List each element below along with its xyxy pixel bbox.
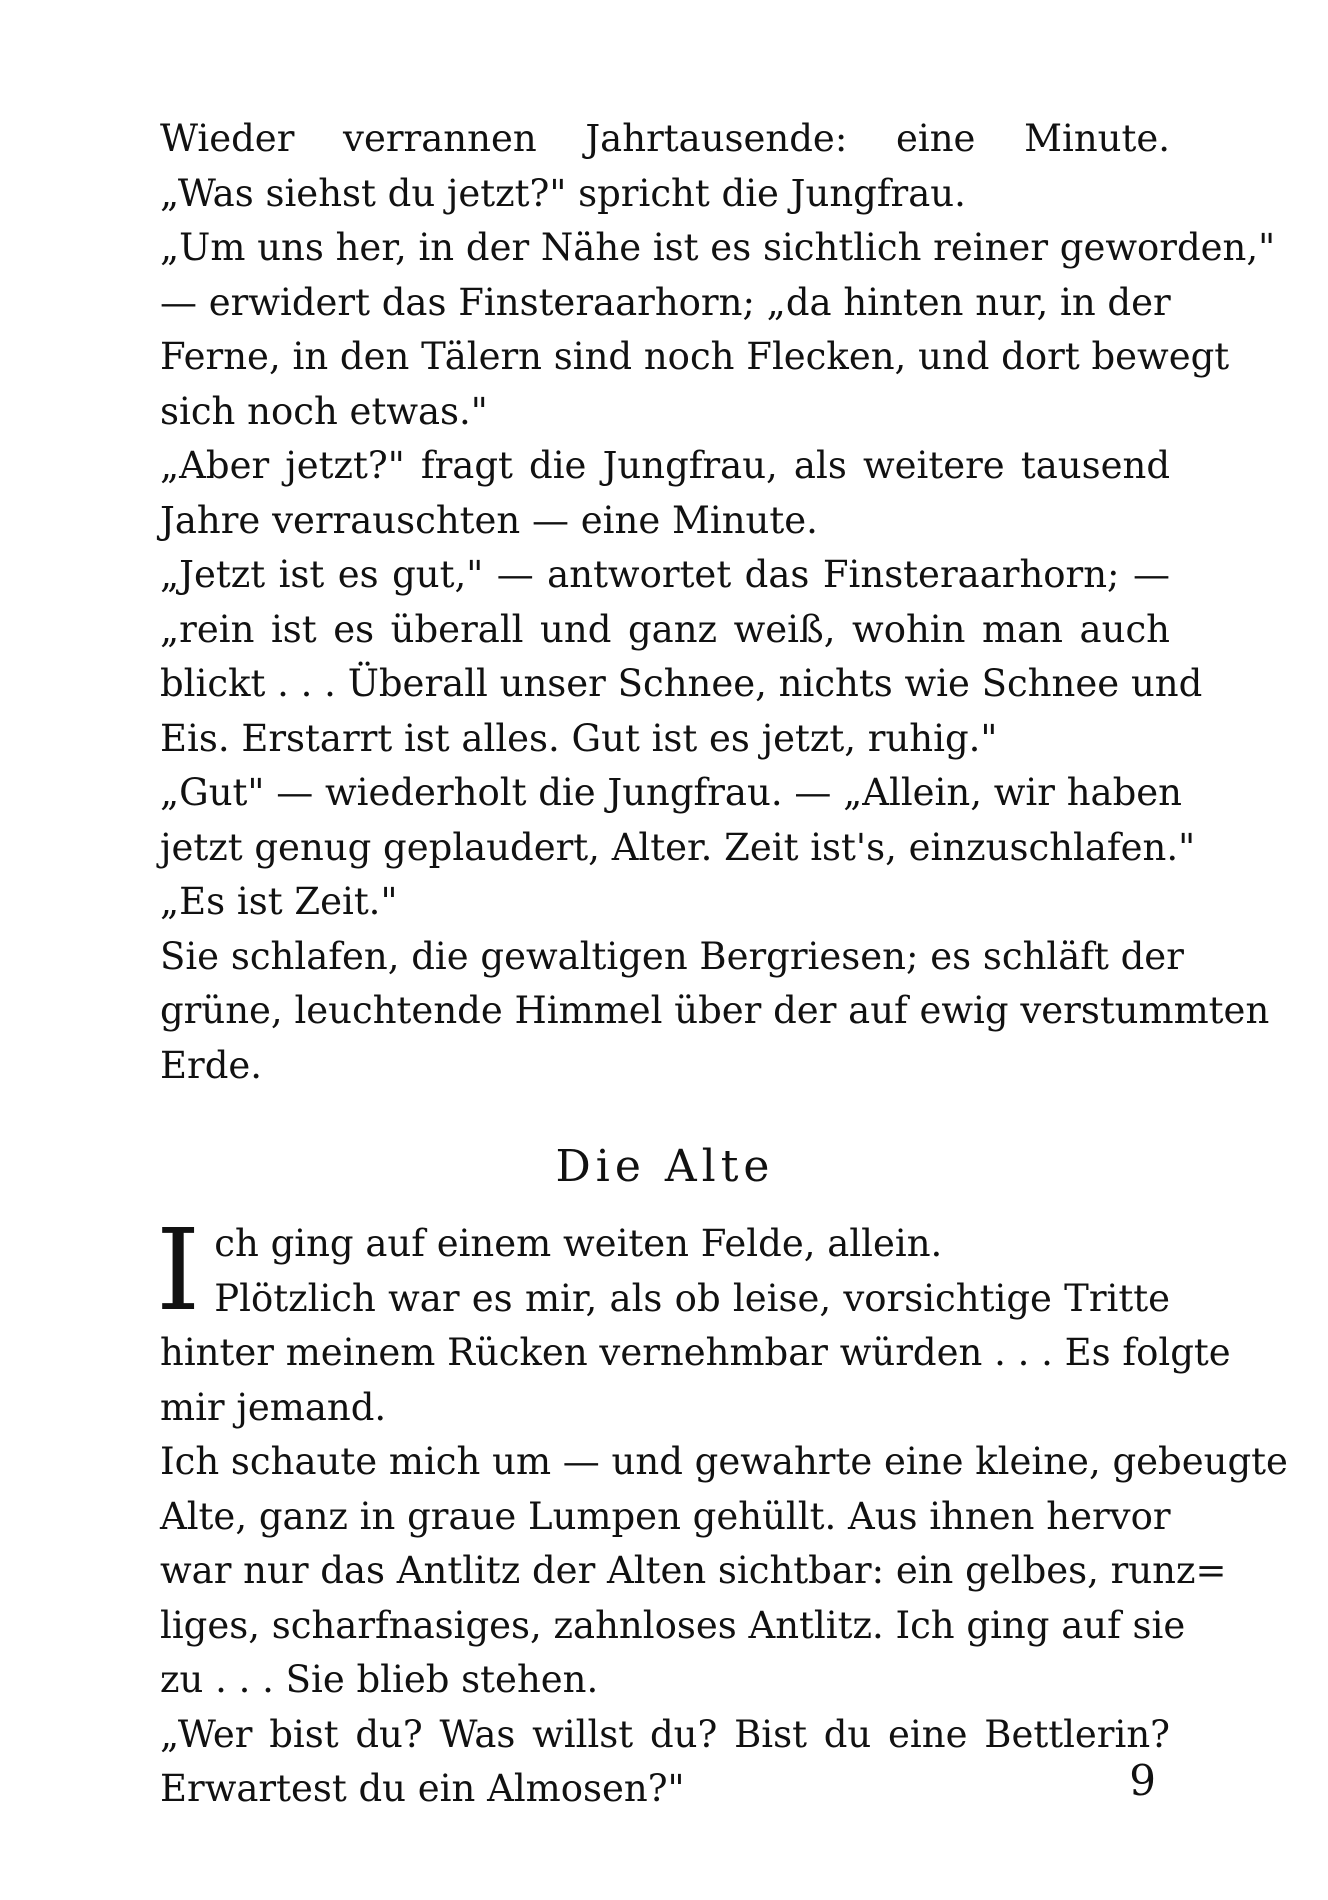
text-line: Jahre verrauschten — eine Minute.: [160, 498, 818, 542]
text-line: „Jetzt ist es gut," — antwortet das Finsteraarhorn; —: [160, 553, 1170, 596]
text-line: „rein ist es überall und ganz weiß, wohin man auch: [160, 607, 1170, 651]
text-line: Sie schlafen, die gewaltigen Bergriesen; es schläft der: [160, 934, 1184, 978]
text-line: — erwidert das Finsteraarhorn; „da hinten nur, in der: [160, 280, 1171, 324]
drop-cap: I: [156, 1206, 201, 1336]
text-line: „Gut" — wiederholt die Jungfrau. — „Allein, wir haben: [160, 771, 1182, 814]
text-line: „Wer bist du? Was willst du? Bist du eine Bettlerin?: [160, 1712, 1170, 1756]
text-line: sich noch etwas.": [160, 389, 488, 433]
text-line: Ferne, in den Tälern sind noch Flecken, und dort bewegt: [160, 335, 1230, 378]
text-line: Alte, ganz in graue Lumpen gehüllt. Aus ihnen hervor: [160, 1494, 1171, 1538]
text-line: Eis. Erstarrt ist alles. Gut ist es jetzt, ruhig.": [160, 716, 998, 760]
text-line: „Was siehst du jetzt?" spricht die Jungfrau.: [160, 171, 966, 215]
text-line: Wieder verrannen Jahrtausende: eine Minute.: [160, 117, 1170, 160]
body-text: [156, 112, 1288, 1817]
page-number: 9: [1129, 1756, 1156, 1805]
text-line: liges, scharfnasiges, zahnloses Antlitz. Ich ging auf sie: [160, 1603, 1186, 1647]
text-line: Ich schaute mich um — und gewahrte eine kleine, gebeugte: [160, 1440, 1288, 1483]
text-line: „Um uns her, in der Nähe ist es sichtlich reiner geworden,": [160, 226, 1276, 269]
text-line: jetzt genug geplaudert, Alter. Zeit ist's, einzuschlafen.": [160, 825, 1196, 869]
text-line: Erwartest du ein Almosen?": [160, 1767, 685, 1810]
text-line: blickt . . . Überall unser Schnee, nichts wie Schnee und: [160, 662, 1203, 705]
section-die-alte: [156, 1206, 1288, 1817]
text-line: „Aber jetzt?" fragt die Jungfrau, als weitere tausend: [160, 444, 1170, 487]
text-line: „Es ist Zeit.": [160, 880, 398, 923]
text-line: hinter meinem Rücken vernehmbar würden . . . Es folgte: [160, 1331, 1231, 1374]
text-line: Erde.: [160, 1043, 263, 1087]
text-line: Plötzlich war es mir, als ob leise, vorsichtige Tritte: [214, 1276, 1170, 1320]
text-line: grüne, leuchtende Himmel über der auf ewig verstummten: [160, 989, 1270, 1032]
text-line: ch ging auf einem weiten Felde, allein.: [214, 1222, 943, 1265]
text-line: mir jemand.: [160, 1385, 387, 1429]
section-title: Die Alte: [555, 1141, 775, 1192]
text-line: war nur das Antlitz der Alten sichtbar: ein gelbes, runz=: [160, 1549, 1227, 1592]
section-continued: [160, 112, 1276, 1093]
text-line: zu . . . Sie blieb stehen.: [160, 1658, 599, 1701]
